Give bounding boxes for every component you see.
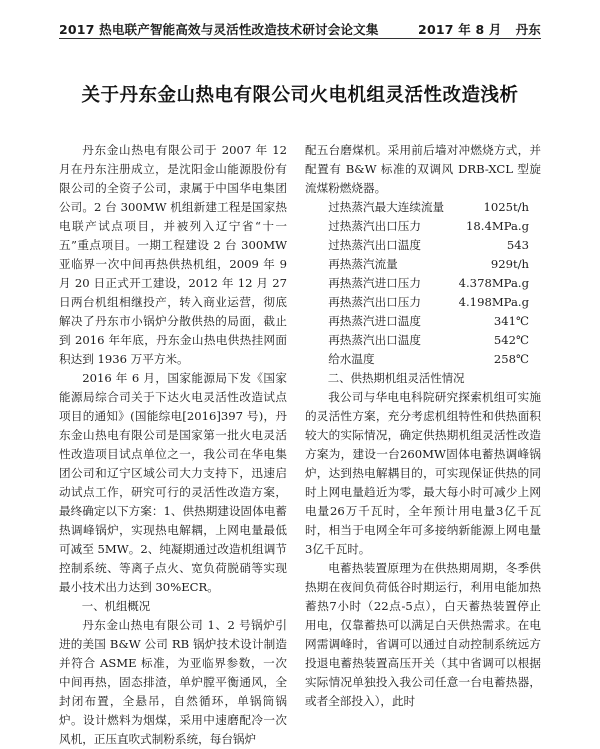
parameter-name: 再热蒸汽进口温度 — [328, 314, 421, 328]
parameter-row — [305, 255, 541, 274]
parameter-value: 1025t/h — [483, 200, 529, 214]
parameter-row — [305, 274, 541, 293]
parameter-value: 543 — [506, 238, 529, 252]
parameter-value: 542℃ — [493, 333, 529, 347]
left-column — [59, 141, 287, 749]
parameter-name: 再热蒸汽出口压力 — [328, 295, 421, 309]
header-location: 丹东 — [515, 22, 541, 37]
parameter-value: 4.378MPa.g — [458, 276, 529, 290]
parameter-row — [305, 331, 541, 350]
section-heading-heating-flexibility: 二、供热期机组灵活性情况 — [327, 371, 465, 385]
flexibility-plan-paragraph: 我公司与华电电科院研究探索机组可实施的灵活性方案，充分考虑机组特性和供热面积较大的实际情况，确定供热期机组灵活性改造方案为，建设一台260MW固体电蓄热调峰锅炉，达到热电解耦目的，可实现保证供热的同时上网电量趋近为零，最大每小时可减少上网电量26万千瓦时，全年预计用电量3亿千瓦时，相当于电网全年可多接纳新能源上网电量3亿千瓦时。 — [305, 390, 541, 556]
parameter-value: 341℃ — [493, 314, 529, 328]
parameter-row — [305, 198, 541, 217]
section-heading-unit-overview: 一、机组概况 — [81, 599, 151, 613]
parameter-row — [305, 350, 541, 369]
parameter-name: 过热蒸汽出口温度 — [328, 238, 421, 252]
parameter-value: 4.198MPa.g — [458, 295, 529, 309]
parameter-row — [305, 293, 541, 312]
parameter-value: 929t/h — [490, 257, 529, 271]
header-date-location — [418, 22, 541, 38]
policy-paragraph: 2016 年 6 月，国家能源局下发《国家能源局综合司关于下达火电灵活性改造试点项目的通知》(国能综电[2016]397 号)，丹东金山热电有限公司是国家第一批火电灵活性改造项目试点单位之一，我公司在华电集团公司和辽宁区域公司大力支持下，迅速启动试点工作，研究可行的灵活性改造方案，最终确定以下方案：1、供热期建设固体电蓄热调峰锅炉，实现热电解耦，上网电量最低可减至 5MW。2、纯凝期通过改造机组调节控制系统、等离子点火、宽负荷脱硝等实现最小技术出力达到 30%ECR。 — [59, 371, 287, 594]
paper-title: 关于丹东金山热电有限公司火电机组灵活性改造浅析 — [81, 85, 519, 106]
header-date: 2017 年 8 月 — [418, 22, 502, 37]
parameter-name: 过热蒸汽最大连续流量 — [328, 200, 445, 214]
parameter-name: 再热蒸汽进口压力 — [328, 276, 421, 290]
parameter-value: 258℃ — [493, 352, 529, 366]
parameter-name: 过热蒸汽出口压力 — [328, 219, 421, 233]
parameter-name: 再热蒸汽流量 — [328, 257, 398, 271]
running-header — [59, 20, 541, 39]
right-column — [305, 141, 541, 711]
boiler-paragraph-continued: 配五台磨煤机。采用前后墙对冲燃烧方式，并配置有 B&W 标准的双调风 DRB-XCL 型旋流煤粉燃烧器。 — [305, 143, 541, 195]
proceedings-title: 2017 热电联产智能高效与灵活性改造技术研讨会论文集 — [59, 22, 379, 37]
parameter-name: 再热蒸汽出口温度 — [328, 333, 421, 347]
heat-storage-paragraph: 电蓄热装置原理为在供热期周期，冬季供热期在夜间负荷低谷时期运行，利用电能加热蓄热7小时（22点-5点），白天蓄热装置停止用电，仅靠蓄热可以满足白天供热需求。在电网需调峰时，省调可以通过自动控制系统远方投退电蓄热装置高压开关（其中省调可以根据实际情况单独投入我公司任意一台电蓄热器，或者全部投入），此时 — [305, 561, 541, 708]
boiler-paragraph: 丹东金山热电有限公司 1、2 号锅炉引进的美国 B&W 公司 RB 锅炉技术设计制造并符合 ASME 标准，为亚临界参数，一次中间再热，固态排渣，单炉膛平衡通风，全封闭布置，全悬吊，自然循环，单锅筒锅炉。设计燃料为烟煤，采用中速磨配冷一次风机，正压直吹式制粉系统，每台锅炉 — [59, 618, 287, 746]
parameter-row — [305, 312, 541, 331]
parameter-name: 给水温度 — [328, 352, 375, 366]
parameter-row — [305, 217, 541, 236]
intro-paragraph: 丹东金山热电有限公司于 2007 年 12 月在丹东注册成立，是沈阳金山能源股份有限公司的全资子公司，隶属于中国华电集团公司。2 台 300MW 机组新建工程是国家热电联产试点项目，并被列入辽宁省“十一五”重点项目。一期工程建设 2 台 300MW 亚临界一次中间再热供热机组，2009 年 9 月 20 日正式开工建设，2012 年 12 月 27 日两台机组相继投产，转入商业运营，彻底解决了丹东市小锅炉分散供热的局面，截止到 2016 年年底，丹东金山热电供热挂网面积达到 1936 万平方米。 — [59, 143, 287, 366]
boiler-parameter-table — [305, 198, 541, 369]
parameter-row — [305, 236, 541, 255]
parameter-value: 18.4MPa.g — [466, 219, 529, 233]
